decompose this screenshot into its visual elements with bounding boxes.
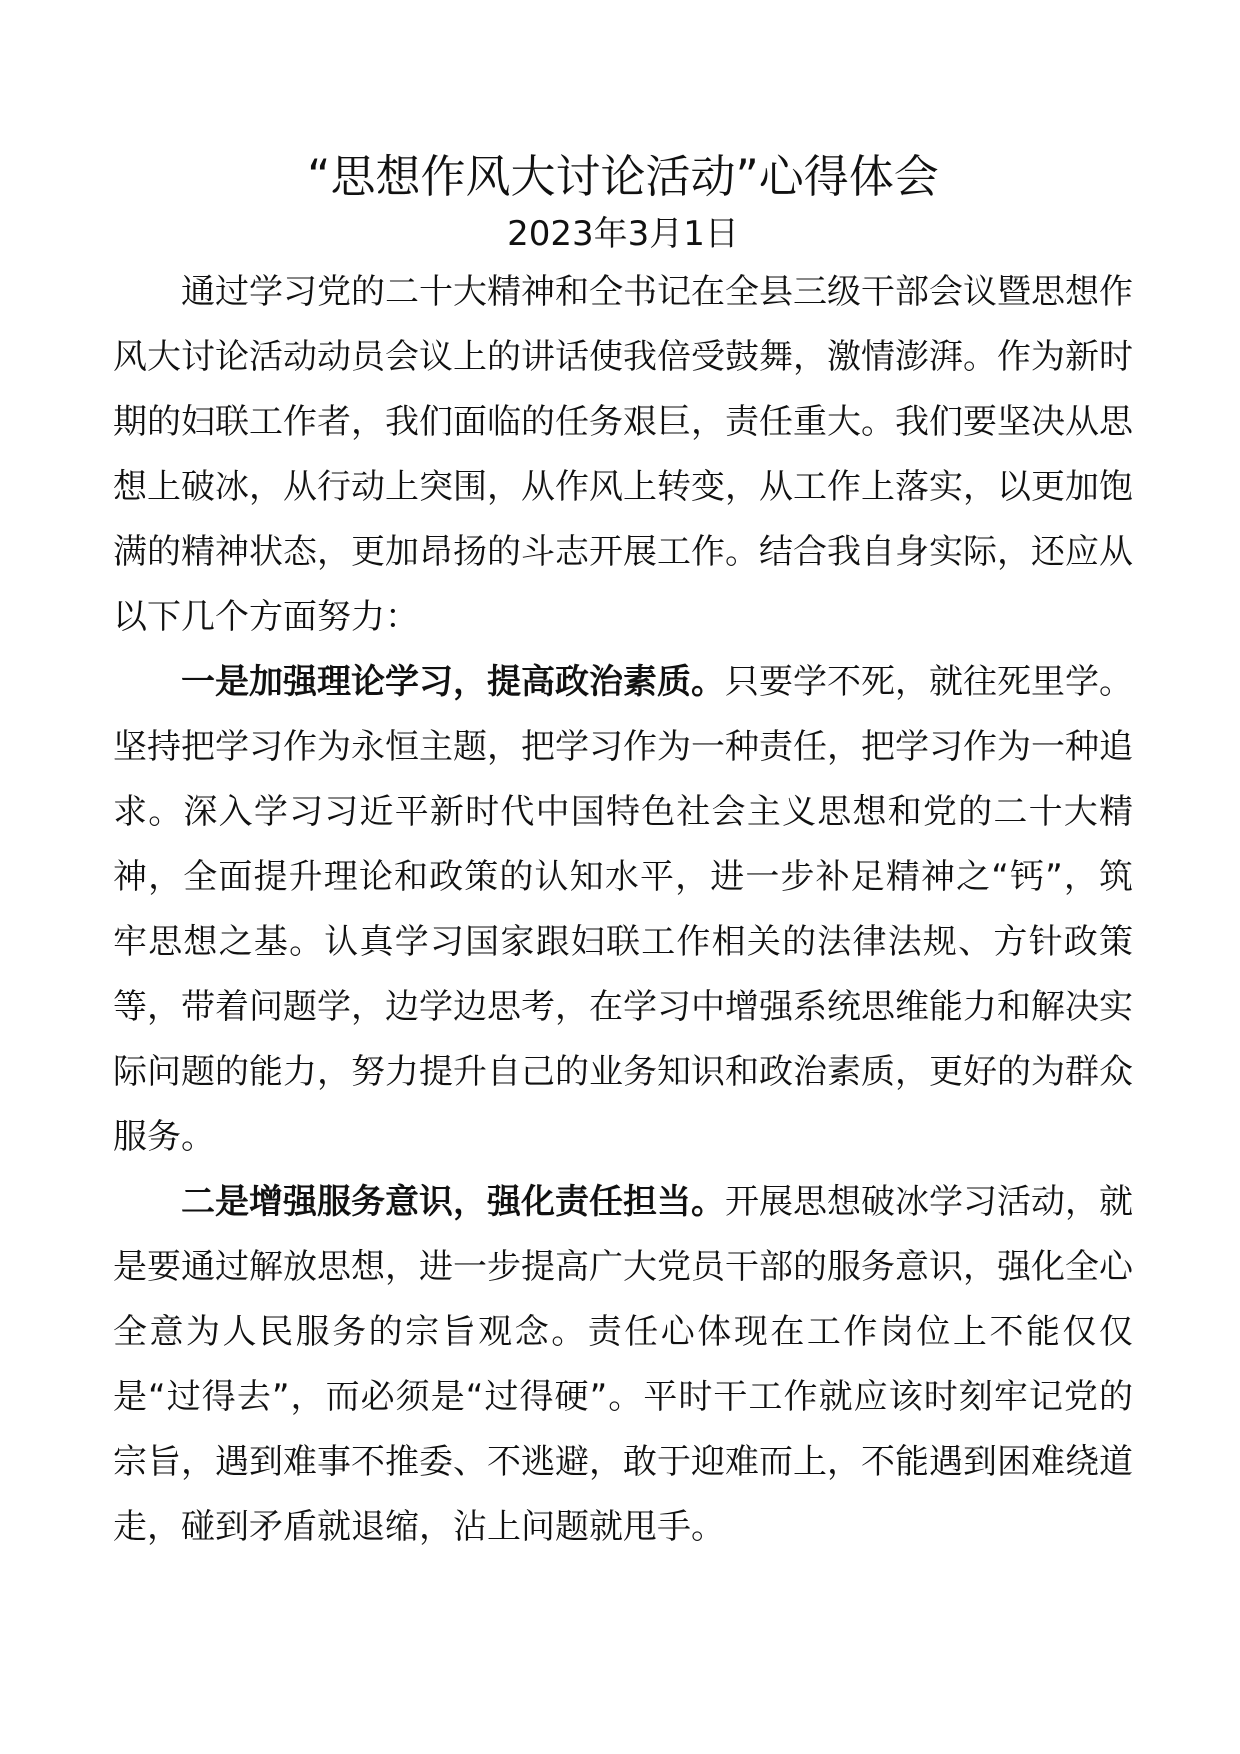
paragraph-theory-study xyxy=(113,650,1133,1170)
paragraph-text: 开展思想破冰学习活动，就是要通过解放思想，进一步提高广大党员干部的服务意识，强化全心全意为人民服务的宗旨观念。责任心体现在工作岗位上不能仅仅是“过得去”，而必须是“过得硬”。平时干工作就应该时刻牢记党的宗旨，遇到难事不推委、不逃避，敢于迎难而上，不能遇到困难绕道走，碰到矛盾就退缩，沾上问题就甩手。 xyxy=(113,1182,1133,1548)
paragraph-text: 通过学习党的二十大精神和仝书记在全县三级干部会议暨思想作风大讨论活动动员会议上的讲话使我倍受鼓舞，激情澎湃。作为新时期的妇联工作者，我们面临的任务艰巨，责任重大。我们要坚决从思想上破冰，从行动上突围，从作风上转变，从工作上落实，以更加饱满的精神状态，更加昂扬的斗志开展工作。结合我自身实际，还应从以下几个方面努力： xyxy=(113,272,1133,638)
paragraph-intro xyxy=(113,260,1133,650)
paragraph-service-awareness xyxy=(113,1170,1133,1560)
document-page xyxy=(113,150,1133,1560)
paragraph-lead: 一是加强理论学习，提高政治素质。 xyxy=(181,662,725,703)
document-title: “思想作风大讨论活动”心得体会 xyxy=(307,150,939,203)
document-date: 2023年3月1日 xyxy=(507,214,739,254)
paragraph-text: 只要学不死，就往死里学。坚持把学习作为永恒主题，把学习作为一种责任，把学习作为一种追求。深入学习习近平新时代中国特色社会主义思想和党的二十大精神，全面提升理论和政策的认知水平，进一步补足精神之“钙”，筑牢思想之基。认真学习国家跟妇联工作相关的法律法规、方针政策等，带着问题学，边学边思考，在学习中增强系统思维能力和解决实际问题的能力，努力提升自己的业务知识和政治素质，更好的为群众服务。 xyxy=(113,662,1133,1158)
paragraph-lead: 二是增强服务意识，强化责任担当。 xyxy=(181,1182,725,1223)
